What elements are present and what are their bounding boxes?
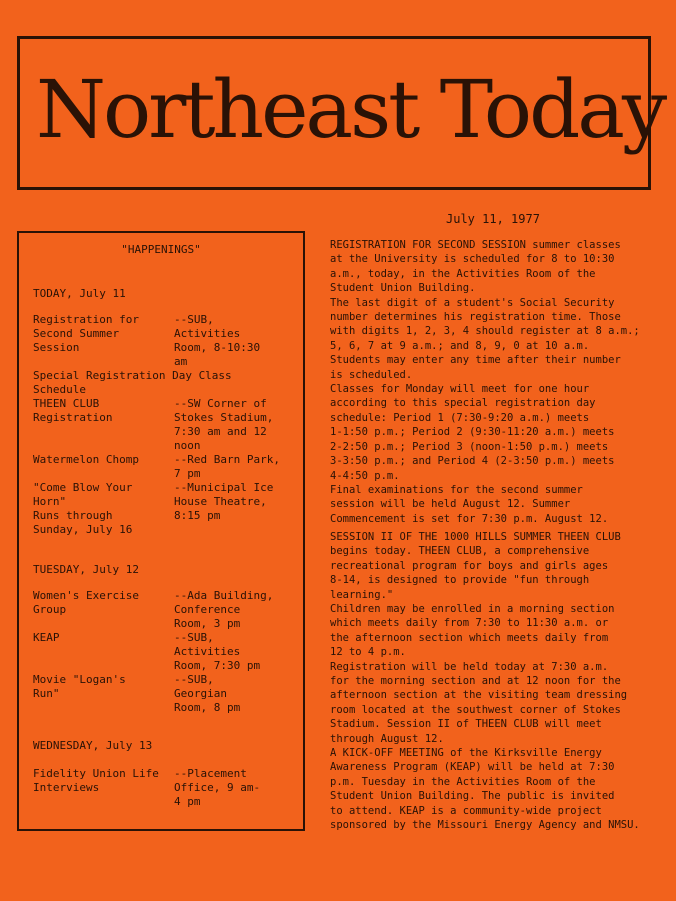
event-name: Watermelon Chomp: [33, 453, 139, 466]
event-name: KEAP: [33, 631, 60, 644]
masthead-title: Northeast Today: [36, 63, 665, 156]
article-keap-meeting: A KICK-OFF MEETING of the Kirksville Energy Awareness Program (KEAP) will be held at 7:30 p.m. Tuesday in the Activities Room of the Student Union Building. The public is invited to attend. KEAP is a community-wide project sponsored by the Missouri Energy Agency and NMSU.: [330, 747, 640, 832]
event-name: "Come Blow Your Horn" Runs through Sunday, July 16: [33, 481, 133, 536]
event-place: --Red Barn Park, 7 pm: [174, 453, 280, 480]
event-name: Women's Exercise Group: [33, 589, 139, 616]
article-theen-club: SESSION II OF THE 1000 HILLS SUMMER THEEN CLUB begins today. THEEN CLUB, a comprehensive recreational program for boys and girls ages 8-14, is designed to provide "fun through learning." Children may be enrolled in a morning section which meets daily from 7:30 to 11:30 a.m. or the afternoon section which meets daily from 12 to 4 p.m. Registration will be held today at 7:30 a.m. for the morning section and at 12 noon for the afternoon section at the visiting team dressing room located at the southwest corner of Stokes Stadium. Session II of THEEN CLUB will meet through August 12.: [330, 531, 628, 745]
day-heading: TUESDAY, July 12: [33, 563, 139, 576]
event-place: --Placement Office, 9 am- 4 pm: [174, 767, 261, 808]
event-name: Fidelity Union Life Interviews: [33, 767, 159, 794]
event-place: --SW Corner of Stokes Stadium, 7:30 am and 12 noon: [174, 397, 274, 452]
event-place: --SUB, Activities Room, 8-10:30 am: [174, 313, 261, 368]
day-heading: WEDNESDAY, July 13: [33, 739, 153, 752]
event-place: --Ada Building, Conference Room, 3 pm: [174, 589, 274, 630]
event-name: Movie "Logan's Run": [33, 673, 126, 700]
happenings-box: [17, 231, 305, 831]
event-place: --SUB, Activities Room, 7:30 pm: [174, 631, 261, 672]
issue-date: July 11, 1977: [446, 212, 540, 226]
article-registration: REGISTRATION FOR SECOND SESSION summer classes at the University is scheduled for 8 to 10:30 a.m., today, in the Activities Room of the Student Union Building. The last digit of a student's Social Security number determines his registration time. Those with digits 1, 2, 3, 4 should register at 8 a.m.; 5, 6, 7 at 9 a.m.; and 8, 9, 0 at 10 a.m. Students may enter any time after their number is scheduled. Classes for Monday will meet for one hour according to this special registration day schedule: Period 1 (7:30-9:20 a.m.) meets 1-1:50 p.m.; Period 2 (9:30-11:20 a.m.) meets 2-2:50 p.m.; Period 3 (noon-1:50 p.m.) meets 3-3:50 p.m.; and Period 4 (2-3:50 p.m.) meets 4-4:50 p.m. Final examinations for the second summer session will be held August 12. Summer Commencement is set for 7:30 p.m. August 12.: [330, 239, 640, 525]
event-name: Registration for Second Summer Session: [33, 313, 139, 354]
event-name: THEEN CLUB Registration: [33, 397, 113, 424]
masthead-box: [17, 36, 665, 190]
event-name: Special Registration Day Class Schedule: [33, 369, 232, 396]
happenings-title: "HAPPENINGS": [121, 243, 201, 256]
event-place: --SUB, Georgian Room, 8 pm: [174, 673, 241, 714]
event-place: --Municipal Ice House Theatre, 8:15 pm: [174, 481, 274, 522]
day-heading: TODAY, July 11: [33, 287, 126, 300]
